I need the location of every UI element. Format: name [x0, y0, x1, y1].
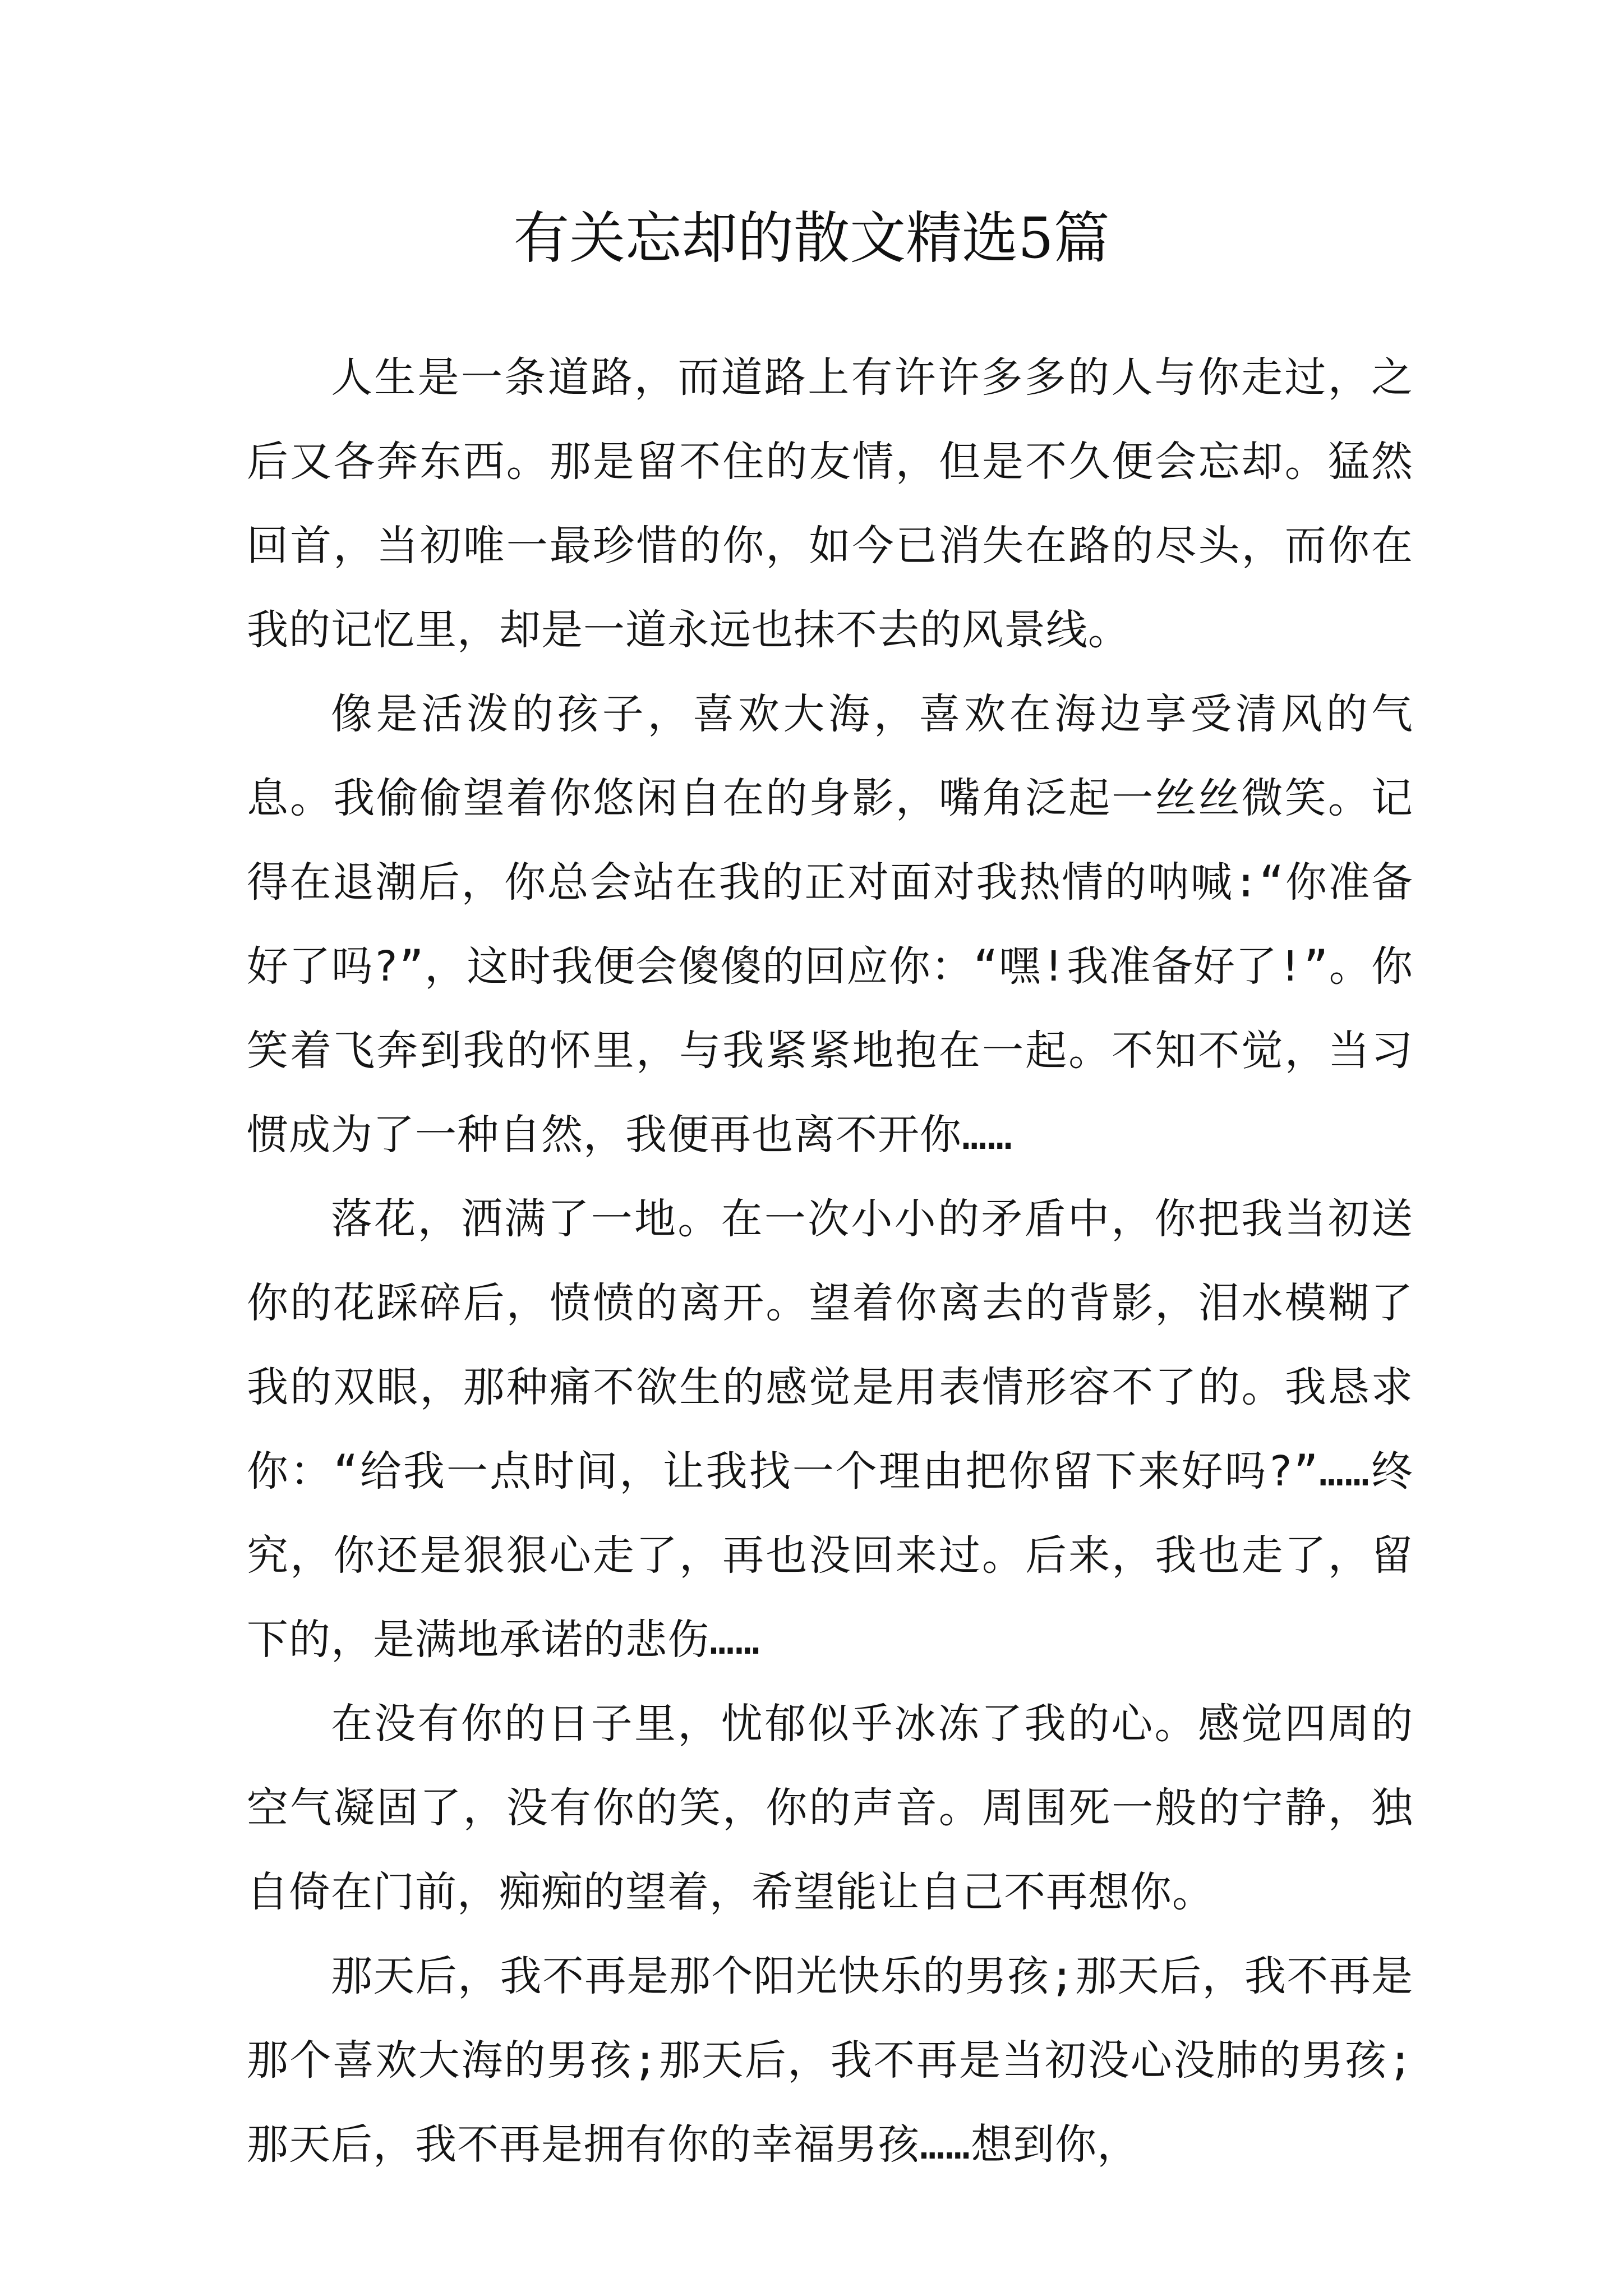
document-title: 有关忘却的散文精选5篇 — [513, 205, 1110, 271]
paragraph-4: 在没有你的日子里，忧郁似乎冰冻了我的心。感觉四周的空气凝固了，没有你的笑，你的声音。周围死一般的宁静，独自倚在门前，痴痴的望着，希望能让自己不再想你。 — [247, 1700, 1413, 1916]
paragraph-1: 人生是一条道路，而道路上有许许多多的人与你走过，之后又各奔东西。那是留不住的友情，但是不久便会忘却。猛然回首，当初唯一最珍惜的你，如今已消失在路的尽头，而你在我的记忆里，却是一道永远也抹不去的风景线。 — [247, 353, 1413, 654]
paragraph-5: 那天后，我不再是那个阳光快乐的男孩;那天后，我不再是那个喜欢大海的男孩;那天后，我不再是当初没心没肺的男孩;那天后，我不再是拥有你的幸福男孩……想到你， — [247, 1952, 1413, 2169]
paragraph-2: 像是活泼的孩子，喜欢大海，喜欢在海边享受清风的气息。我偷偷望着你悠闲自在的身影，嘴角泛起一丝丝微笑。记得在退潮后，你总会站在我的正对面对我热情的呐喊:“你准备好了吗?”，这时我便会傻傻的回应你：“嘿!我准备好了!”。你笑着飞奔到我的怀里，与我紧紧地抱在一起。不知不觉，当习惯成为了一种自然，我便再也离不开你…… — [247, 690, 1413, 1159]
paragraph-3: 落花，洒满了一地。在一次小小的矛盾中，你把我当初送你的花踩碎后，愤愤的离开。望着你离去的背影，泪水模糊了我的双眼，那种痛不欲生的感觉是用表情形容不了的。我恳求你：“给我一点时间，让我找一个理由把你留下来好吗?”……终究，你还是狠狠心走了，再也没回来过。后来，我也走了，留下的，是满地承诺的悲伤…… — [247, 1195, 1413, 1664]
document-body — [247, 335, 1413, 2187]
